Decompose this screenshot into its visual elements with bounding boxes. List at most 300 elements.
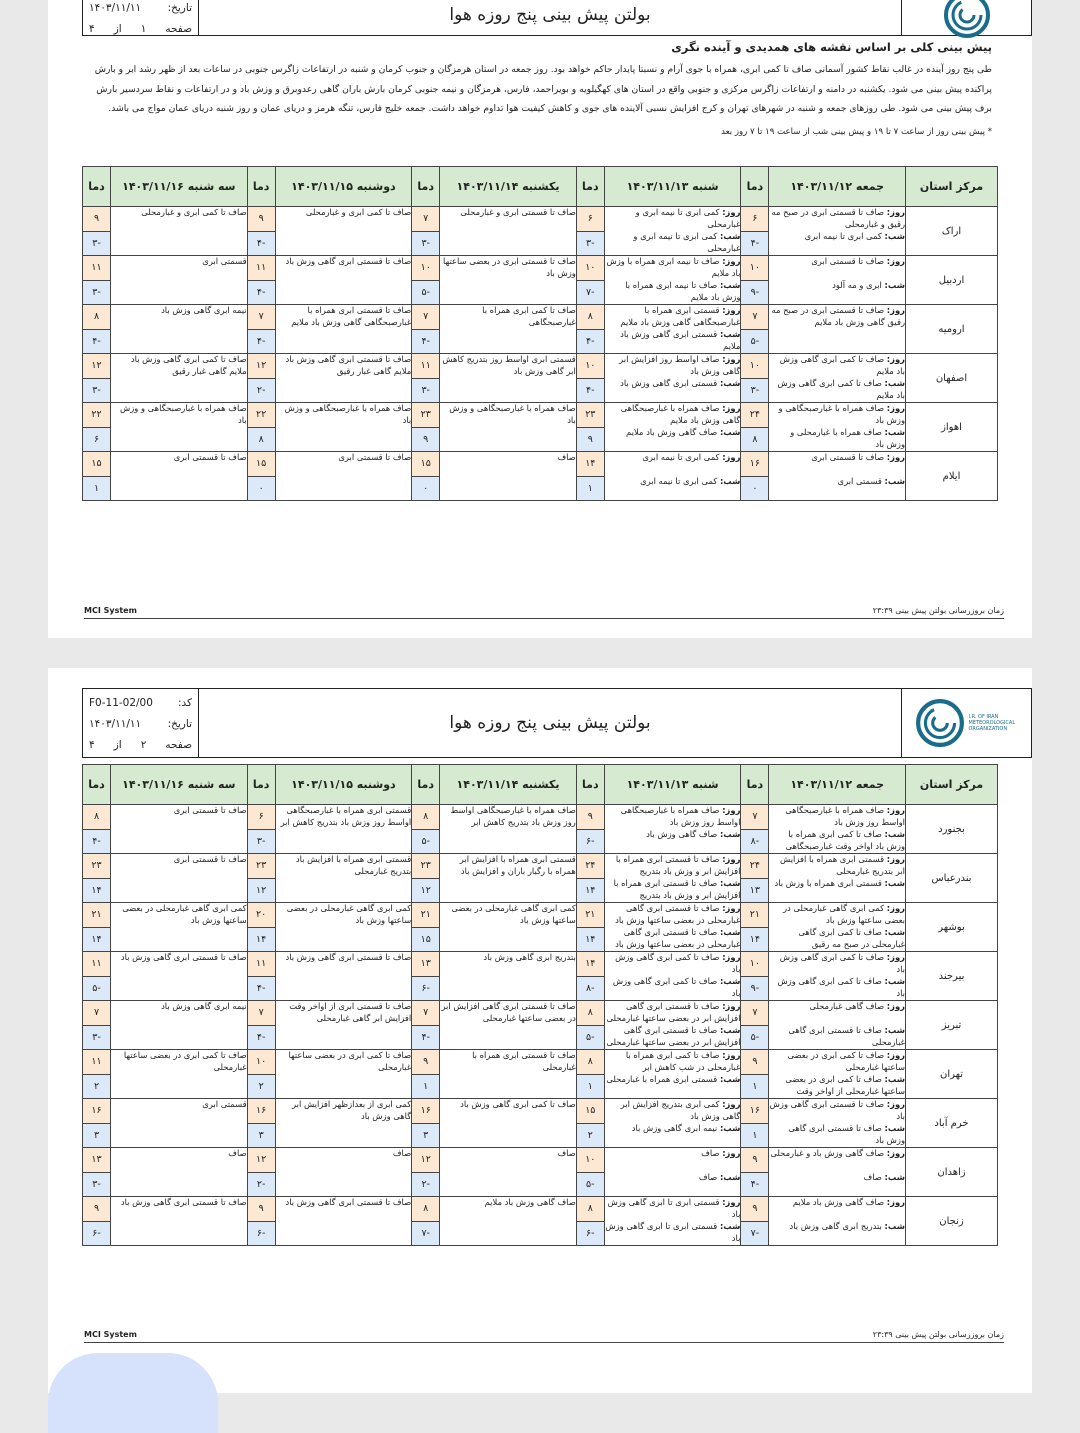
max-temp: ۸ xyxy=(576,1001,604,1026)
min-temp: -۴ xyxy=(247,1025,275,1050)
night-forecast-text: کمی ابری تا نیمه ابری و غبارمحلی xyxy=(633,231,741,253)
forecast-text: صاف تا کمی ابری گاهی وزش باد xyxy=(460,1099,576,1109)
min-temp: ۱ xyxy=(576,476,604,501)
forecast-cell xyxy=(769,207,906,256)
night-forecast-text: صاف تا کمی ابری گاهی غبارمحلی در صبح مه رقیق xyxy=(798,927,905,949)
bulletin-page-1 xyxy=(48,0,1032,638)
night-forecast xyxy=(605,1025,741,1049)
night-forecast xyxy=(769,927,905,951)
night-forecast xyxy=(605,878,741,902)
day-header: جمعه ۱۴۰۳/۱۱/۱۲ xyxy=(769,765,906,805)
forecast-cell xyxy=(440,1001,577,1050)
forecast-cell xyxy=(604,805,741,854)
day-label: روز: xyxy=(886,1001,905,1011)
forecast-cell xyxy=(111,854,248,903)
min-temp: ۸ xyxy=(741,427,769,452)
province-header: مرکز استان xyxy=(906,765,998,805)
night-label: شب: xyxy=(884,1123,905,1133)
min-temp: -۴ xyxy=(247,231,275,256)
night-forecast-text: صاف تا قسمتی ابری گاهی وزش باد xyxy=(788,1123,905,1145)
forecast-text: کمی ابری گاهی غبارمحلی در بعضی ساعتها وزش باد xyxy=(451,903,576,925)
forecast-cell xyxy=(440,805,577,854)
province-name: بجنورد xyxy=(906,805,998,854)
day-forecast xyxy=(769,1050,905,1074)
max-temp: ۱۱ xyxy=(83,1050,111,1075)
temp-header: دما xyxy=(412,167,440,207)
day-forecast-text: صاف تا کمی ابری گاهی وزش باد xyxy=(779,952,905,974)
night-label: شب: xyxy=(719,976,741,986)
temp-header: دما xyxy=(576,167,604,207)
max-temp: ۲۴ xyxy=(741,854,769,879)
header-meta xyxy=(83,689,199,757)
forecast-text: صاف تا کمی ابری و غبارمحلی xyxy=(305,207,412,217)
day-forecast-text: صاف گاهی وزش باد و غبارمحلی xyxy=(770,1148,885,1158)
forecast-text: صاف تا قسمتی ابری گاهی وزش باد xyxy=(285,952,412,962)
night-label: شب: xyxy=(719,476,741,486)
max-temp: ۸ xyxy=(83,305,111,330)
min-temp: -۹ xyxy=(741,976,769,1001)
max-temp: ۱۶ xyxy=(741,1099,769,1124)
night-forecast xyxy=(769,1221,905,1245)
max-temp: ۲۳ xyxy=(83,854,111,879)
update-time: ۲۳:۳۹ xyxy=(872,1330,893,1339)
night-forecast xyxy=(605,231,741,255)
forecast-cell xyxy=(440,354,577,403)
date-value: ۱۴۰۳/۱۱/۱۱ xyxy=(89,718,142,730)
day-forecast xyxy=(605,452,741,476)
min-temp: ۳ xyxy=(247,1123,275,1148)
night-forecast-text: صاف تا قسمتی ابری گاهی غبارمحلی xyxy=(788,1025,905,1047)
day-label: روز: xyxy=(886,1197,905,1207)
day-forecast-text: قسمتی ابری تا ابری گاهی وزش باد xyxy=(607,1197,741,1219)
min-temp: ۱ xyxy=(576,1074,604,1099)
forecast-cell xyxy=(275,854,412,903)
min-temp: -۴ xyxy=(247,329,275,354)
table-row xyxy=(83,1099,998,1124)
day-label: روز: xyxy=(886,1148,905,1158)
forecast-cell xyxy=(275,1001,412,1050)
day-forecast-text: صاف xyxy=(701,1148,720,1158)
province-name: بیرجند xyxy=(906,952,998,1001)
max-temp: ۱۴ xyxy=(576,452,604,477)
forecast-text: نیمه ابری گاهی وزش باد xyxy=(161,1001,247,1011)
night-forecast xyxy=(769,1172,905,1196)
forecast-cell xyxy=(769,452,906,501)
max-temp: ۱۱ xyxy=(83,256,111,281)
bulletin-page-2 xyxy=(48,668,1032,1393)
night-label: شب: xyxy=(719,1074,741,1084)
forecast-text: صاف گاهی وزش باد ملایم xyxy=(484,1197,576,1207)
forecast-cell xyxy=(275,1148,412,1197)
day-forecast-text: صاف همراه با غبارصبحگاهی اواسط روز وزش باد xyxy=(785,805,905,827)
night-forecast xyxy=(769,231,905,255)
min-temp: -۸ xyxy=(576,976,604,1001)
night-forecast-text: صاف گاهی وزش باد xyxy=(646,829,718,839)
min-temp: -۴ xyxy=(741,231,769,256)
max-temp: ۷ xyxy=(247,305,275,330)
max-temp: ۲۳ xyxy=(247,854,275,879)
max-temp: ۲۳ xyxy=(412,403,440,428)
night-forecast-text: کمی ابری تا نیمه ابری xyxy=(640,476,718,486)
max-temp: ۱۰ xyxy=(576,354,604,379)
night-forecast xyxy=(605,927,741,951)
night-label: شب: xyxy=(719,927,741,937)
table-row xyxy=(83,952,998,977)
night-forecast-text: قسمتی ابری همراه با غبارمحلی xyxy=(606,1074,718,1084)
night-forecast xyxy=(769,427,905,451)
max-temp: ۲۰ xyxy=(247,903,275,928)
min-temp: ۱۴ xyxy=(576,878,604,903)
day-label: روز: xyxy=(722,403,741,413)
forecast-cell xyxy=(440,452,577,501)
forecast-cell xyxy=(769,1099,906,1148)
day-forecast-text: صاف تا کمی ابری همراه با غبارمحلی در شب کاهش ابر xyxy=(625,1050,741,1072)
day-forecast-text: کمی ابری گاهی غبارمحلی در بعضی ساعتها وزش باد xyxy=(782,903,905,925)
max-temp: ۲۳ xyxy=(576,403,604,428)
forecast-cell xyxy=(275,805,412,854)
day-forecast-text: صاف اواسط روز افزایش ابر گاهی وزش باد xyxy=(619,354,741,376)
forecast-cell xyxy=(604,403,741,452)
day-forecast-text: صاف همراه با غبارصبحگاهی اواسط روز وزش باد xyxy=(620,805,741,827)
day-label: روز: xyxy=(722,452,741,462)
night-label: شب: xyxy=(719,878,741,888)
night-forecast xyxy=(605,476,741,500)
max-temp: ۱۰ xyxy=(412,256,440,281)
forecast-cell xyxy=(769,805,906,854)
day-forecast xyxy=(605,854,741,878)
night-forecast-text: کمی ابری تا نیمه ابری xyxy=(804,231,882,241)
day-label: روز: xyxy=(886,903,905,913)
max-temp: ۱۲ xyxy=(247,1148,275,1173)
date-value: ۱۴۰۳/۱۱/۱۱ xyxy=(89,2,142,14)
max-temp: ۸ xyxy=(83,805,111,830)
temp-header: دما xyxy=(412,765,440,805)
temp-header: دما xyxy=(247,765,275,805)
day-forecast xyxy=(769,805,905,829)
forecast-text: بتدریج ابری گاهی وزش باد xyxy=(483,952,576,962)
day-forecast-text: صاف تا قسمتی ابری گاهی وزش باد xyxy=(769,1099,905,1121)
night-forecast-text: صاف تا قسمتی ابری همراه با افزایش ابر و وزش باد بتدریج xyxy=(613,878,741,900)
forecast-cell xyxy=(275,403,412,452)
min-temp: -۴ xyxy=(83,329,111,354)
min-temp: -۵ xyxy=(83,976,111,1001)
forecast-text: صاف تا کمی ابری همراه با غبارصبحگاهی xyxy=(482,305,576,327)
table-header-row xyxy=(83,167,998,207)
day-header: دوشنبه ۱۴۰۳/۱۱/۱۵ xyxy=(275,765,412,805)
forecast-cell xyxy=(111,1099,248,1148)
min-temp: -۵ xyxy=(741,1025,769,1050)
meteorological-logo-icon xyxy=(943,0,991,39)
chat-bubble-corner[interactable] xyxy=(48,1353,218,1433)
night-forecast xyxy=(769,378,905,402)
night-label: شب: xyxy=(719,280,741,290)
forecast-cell xyxy=(769,403,906,452)
min-temp: ۱۴ xyxy=(576,927,604,952)
night-forecast xyxy=(605,1123,741,1147)
forecast-cell xyxy=(111,1148,248,1197)
min-temp: ۸ xyxy=(247,427,275,452)
province-name: اردبیل xyxy=(906,256,998,305)
night-label: شب: xyxy=(719,329,741,339)
night-forecast xyxy=(605,280,741,304)
forecast-cell xyxy=(275,305,412,354)
max-temp: ۶ xyxy=(247,805,275,830)
night-forecast xyxy=(605,329,741,353)
max-temp: ۹ xyxy=(741,1148,769,1173)
max-temp: ۷ xyxy=(412,1001,440,1026)
night-forecast-text: قسمتی ابری گاهی وزش باد ملایم xyxy=(620,329,741,351)
min-temp: ۱ xyxy=(83,476,111,501)
day-forecast-text: قسمتی ابری همراه با افزایش ابر بتدریج غبارمحلی xyxy=(780,854,905,876)
logo xyxy=(901,689,1031,757)
org-line: METEOROLOGICAL xyxy=(968,720,1016,726)
day-label: روز: xyxy=(722,1050,741,1060)
page-number: ۱ xyxy=(140,23,147,35)
page-number: ۲ xyxy=(140,739,147,751)
max-temp: ۷ xyxy=(83,1001,111,1026)
forecast-cell xyxy=(440,256,577,305)
max-temp: ۱۰ xyxy=(247,1050,275,1075)
province-name: ارومیه xyxy=(906,305,998,354)
temp-header: دما xyxy=(741,765,769,805)
forecast-cell xyxy=(275,354,412,403)
day-header: سه شنبه ۱۴۰۳/۱۱/۱۶ xyxy=(111,167,248,207)
forecast-text: صاف همراه با غبارصبحگاهی و وزش باد xyxy=(120,403,247,425)
night-forecast-text: قسمتی ابری تا ابری گاهی وزش باد xyxy=(605,1221,741,1243)
forecast-cell xyxy=(769,256,906,305)
min-temp: ۳ xyxy=(412,1123,440,1148)
province-name: بوشهر xyxy=(906,903,998,952)
forecast-text: قسمتی ابری همراه با افزایش ابر همراه با رگبار باران و افزایش باد xyxy=(459,854,576,876)
min-temp: ۳ xyxy=(83,1123,111,1148)
max-temp: ۹ xyxy=(247,207,275,232)
min-temp: ۱۲ xyxy=(412,878,440,903)
night-label: شب: xyxy=(719,1172,741,1182)
outlook-note: * پیش بینی روز از ساعت ۷ تا ۱۹ و پیش بینی شب از ساعت ۱۹ تا ۷ روز بعد xyxy=(721,126,992,137)
forecast-text: صاف تا کمی ابری و غبارمحلی xyxy=(141,207,247,217)
max-temp: ۲۲ xyxy=(247,403,275,428)
forecast-cell xyxy=(275,452,412,501)
min-temp: ۱۴ xyxy=(741,927,769,952)
table-row xyxy=(83,1197,998,1222)
min-temp: -۳ xyxy=(412,378,440,403)
forecast-text: صاف تا قسمتی ابری همراه با غبارصبحگاهی گاهی وزش باد ملایم xyxy=(291,305,412,327)
max-temp: ۸ xyxy=(576,305,604,330)
day-forecast-text: صاف تا قسمتی ابری همراه با افزایش ابر و وزش باد بتدریج xyxy=(615,854,741,876)
max-temp: ۸ xyxy=(412,805,440,830)
forecast-text: صاف تا قسمتی ابری از اواخر وقت افزایش ابر گاهی غبارمحلی xyxy=(289,1001,412,1023)
province-name: تهران xyxy=(906,1050,998,1099)
max-temp: ۲۱ xyxy=(741,903,769,928)
max-temp: ۷ xyxy=(247,1001,275,1026)
meteorological-logo-icon xyxy=(915,698,965,748)
update-label: زمان بروزرسانی بولتن پیش بینی xyxy=(895,606,1004,615)
table-row xyxy=(83,854,998,879)
night-label: شب: xyxy=(884,231,905,241)
day-label: روز: xyxy=(722,1148,741,1158)
night-forecast xyxy=(605,976,741,1000)
forecast-text: صاف xyxy=(228,1148,247,1158)
forecast-cell xyxy=(769,854,906,903)
day-forecast-text: صاف تا کمی ابری در بعضی ساعتها غبارمحلی xyxy=(787,1050,905,1072)
max-temp: ۱۵ xyxy=(412,452,440,477)
min-temp: -۲ xyxy=(412,1172,440,1197)
night-label: شب: xyxy=(884,976,905,986)
night-forecast xyxy=(769,1074,905,1098)
night-forecast xyxy=(605,829,741,853)
forecast-text: صاف تا قسمتی ابری xyxy=(173,854,247,864)
max-temp: ۱۱ xyxy=(247,952,275,977)
day-forecast-text: کمی ابری تا نیمه ابری xyxy=(642,452,720,462)
logo xyxy=(901,0,1031,35)
min-temp: -۳ xyxy=(412,231,440,256)
day-forecast xyxy=(769,1099,905,1123)
table-row xyxy=(83,256,998,281)
page-total: ۴ xyxy=(89,23,95,35)
max-temp: ۲۲ xyxy=(83,403,111,428)
forecast-cell xyxy=(111,305,248,354)
forecast-cell xyxy=(769,1148,906,1197)
min-temp: -۳ xyxy=(83,280,111,305)
forecast-cell xyxy=(440,403,577,452)
min-temp: -۶ xyxy=(412,976,440,1001)
min-temp: ۰ xyxy=(741,476,769,501)
min-temp: ۰ xyxy=(247,476,275,501)
max-temp: ۸ xyxy=(576,1050,604,1075)
day-forecast xyxy=(605,207,741,231)
province-name: تبریز xyxy=(906,1001,998,1050)
table-row xyxy=(83,903,998,928)
max-temp: ۱۱ xyxy=(247,256,275,281)
max-temp: ۲۱ xyxy=(576,903,604,928)
day-label: روز: xyxy=(722,1001,741,1011)
night-forecast-text: صاف xyxy=(863,1172,882,1182)
night-forecast-text: صاف تا قسمتی ابری گاهی غبارمحلی در بعضی ساعتها وزش باد xyxy=(615,927,741,949)
min-temp: -۶ xyxy=(247,1221,275,1246)
max-temp: ۱۵ xyxy=(83,452,111,477)
max-temp: ۸ xyxy=(412,1197,440,1222)
day-header: شنبه ۱۴۰۳/۱۱/۱۳ xyxy=(604,167,741,207)
min-temp: ۹ xyxy=(412,427,440,452)
forecast-cell xyxy=(604,903,741,952)
max-temp: ۱۶ xyxy=(247,1099,275,1124)
date-label: تاریخ: xyxy=(167,718,192,730)
page-total: ۴ xyxy=(89,739,95,751)
day-forecast xyxy=(769,1197,905,1221)
day-label: روز: xyxy=(722,354,741,364)
max-temp: ۱۳ xyxy=(83,1148,111,1173)
day-forecast xyxy=(769,952,905,976)
night-forecast-text: صاف تا نیمه ابری همراه با وزش باد ملایم xyxy=(625,280,741,302)
max-temp: ۱۰ xyxy=(576,256,604,281)
temp-header: دما xyxy=(83,765,111,805)
day-forecast-text: صاف تا نیمه ابری همراه با وزش باد ملایم xyxy=(606,256,741,278)
night-forecast xyxy=(605,378,741,402)
max-temp: ۱۲ xyxy=(247,354,275,379)
day-label: روز: xyxy=(722,305,741,315)
forecast-cell xyxy=(111,1001,248,1050)
min-temp: ۱ xyxy=(412,1074,440,1099)
forecast-text: صاف تا قسمتی ابری در بعضی ساعتها وزش باد xyxy=(443,256,576,278)
min-temp: -۹ xyxy=(741,280,769,305)
min-temp: -۳ xyxy=(83,1025,111,1050)
forecast-text: صاف تا کمی ابری گاهی وزش باد ملایم گاهی غبار رقیق xyxy=(130,354,247,376)
day-label: روز: xyxy=(886,452,905,462)
max-temp: ۷ xyxy=(412,207,440,232)
forecast-table-page-1 xyxy=(82,166,998,501)
day-forecast xyxy=(605,952,741,976)
forecast-text: نیمه ابری گاهی وزش باد xyxy=(161,305,247,315)
forecast-cell xyxy=(604,305,741,354)
day-forecast xyxy=(605,1148,741,1172)
min-temp: -۵ xyxy=(576,1172,604,1197)
max-temp: ۷ xyxy=(412,305,440,330)
night-forecast-text: قسمتی ابری همراه با وزش باد xyxy=(774,878,882,888)
temp-header: دما xyxy=(741,167,769,207)
night-forecast xyxy=(769,829,905,853)
night-forecast-text: صاف تا کمی ابری همراه با وزش باد اواخر وقت غبارصبحگاهی xyxy=(785,829,905,851)
max-temp: ۹ xyxy=(247,1197,275,1222)
page-title: بولتن پیش بینی پنج روزه هوا xyxy=(449,4,651,25)
min-temp: -۷ xyxy=(741,1221,769,1246)
forecast-text: صاف همراه با غبارصبحگاهی و وزش باد xyxy=(449,403,576,425)
forecast-text: قسمتی ابری اواسط روز بتدریج کاهش ابر گاهی وزش باد xyxy=(442,354,576,376)
min-temp: ۱ xyxy=(741,1074,769,1099)
forecast-text: صاف تا قسمتی ابری گاهی وزش باد xyxy=(120,1197,247,1207)
forecast-cell xyxy=(604,1148,741,1197)
night-label: شب: xyxy=(719,1123,741,1133)
min-temp: -۲ xyxy=(247,1172,275,1197)
forecast-cell xyxy=(111,452,248,501)
night-label: شب: xyxy=(884,280,905,290)
table-row xyxy=(83,403,998,428)
min-temp: ۶ xyxy=(83,427,111,452)
day-forecast xyxy=(769,854,905,878)
outlook-title: پیش بینی کلی بر اساس نقشه های همدیدی و آینده نگری xyxy=(671,40,992,54)
day-forecast-text: صاف تا قسمتی ابری گاهی افزایش ابر در بعضی ساعتها غبارمحلی xyxy=(606,1001,741,1023)
min-temp: -۴ xyxy=(83,829,111,854)
night-forecast xyxy=(769,1123,905,1147)
forecast-cell xyxy=(111,354,248,403)
min-temp: -۷ xyxy=(576,280,604,305)
system-name: MCI System xyxy=(84,1330,137,1339)
max-temp: ۱۰ xyxy=(576,1148,604,1173)
update-time: ۲۳:۳۹ xyxy=(872,606,893,615)
min-temp: ۱۴ xyxy=(83,927,111,952)
day-forecast xyxy=(769,903,905,927)
day-forecast-text: صاف همراه با غبارصبحگاهی گاهی وزش باد ملایم xyxy=(620,403,741,425)
page-of: از xyxy=(113,739,122,751)
code-label: کد: xyxy=(177,697,192,709)
night-label: شب: xyxy=(884,927,905,937)
forecast-cell xyxy=(440,1197,577,1246)
night-forecast xyxy=(769,976,905,1000)
update-info xyxy=(873,606,1004,615)
org-line: I.R. OF IRAN xyxy=(968,714,999,720)
forecast-cell xyxy=(275,256,412,305)
forecast-cell xyxy=(769,1197,906,1246)
max-temp: ۱۶ xyxy=(412,1099,440,1124)
night-forecast-text: قسمتی ابری xyxy=(837,476,882,486)
max-temp: ۱۱ xyxy=(83,952,111,977)
forecast-cell xyxy=(440,903,577,952)
day-forecast xyxy=(605,354,741,378)
max-temp: ۱۰ xyxy=(741,952,769,977)
max-temp: ۱۶ xyxy=(83,1099,111,1124)
forecast-cell xyxy=(111,256,248,305)
day-label: روز: xyxy=(722,952,741,962)
forecast-text: صاف تا قسمتی ابری xyxy=(173,452,247,462)
